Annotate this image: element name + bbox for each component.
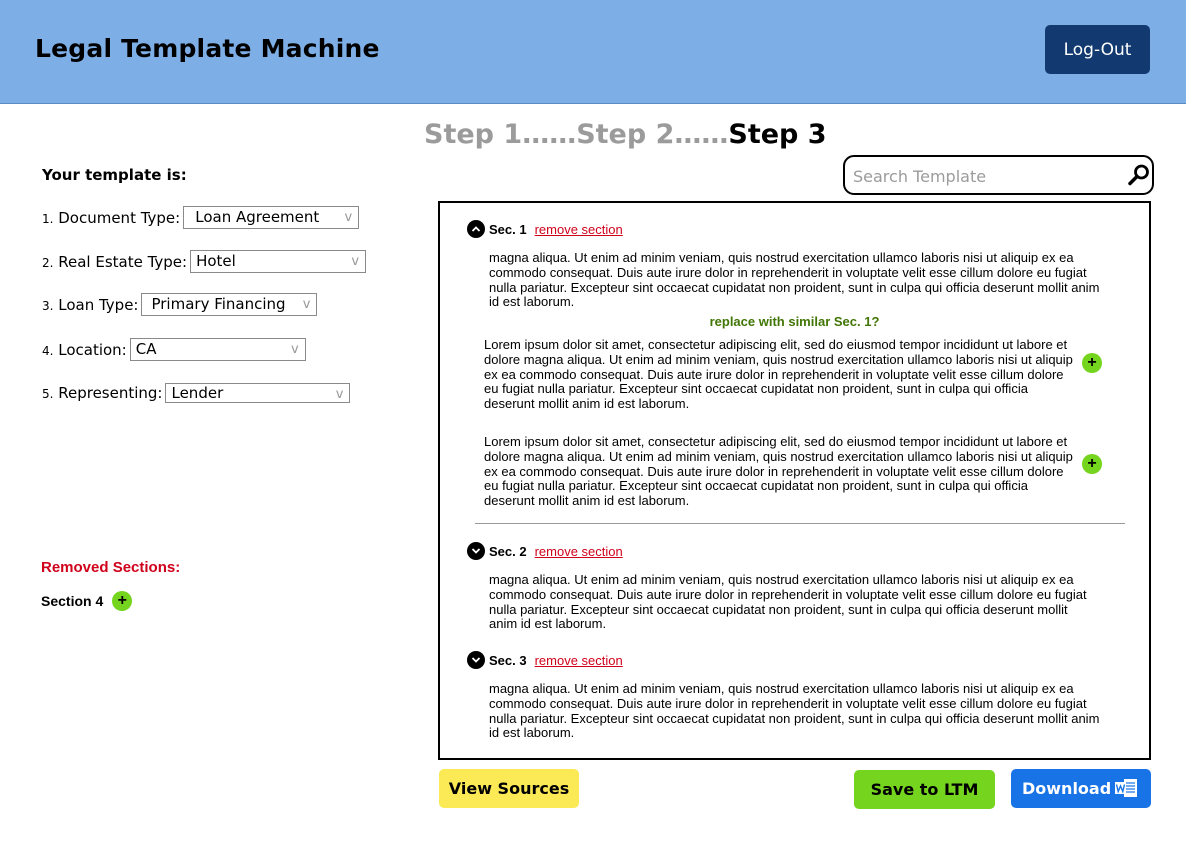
remove-section-2-link[interactable]: remove section [534, 543, 623, 559]
step-indicator [424, 119, 827, 150]
field-label: 1. Document Type: [42, 208, 181, 227]
logout-button[interactable]: Log-Out [1045, 25, 1150, 74]
app-title: Legal Template Machine [35, 34, 380, 63]
field-label: 5. Representing: [42, 384, 163, 402]
field-location [42, 338, 306, 361]
chevron-down-icon: v [344, 210, 353, 225]
word-doc-icon [1114, 778, 1138, 798]
field-document-type [42, 206, 359, 229]
save-to-ltm-button[interactable]: Save to LTM [854, 770, 995, 809]
chevron-down-icon: v [302, 297, 311, 312]
chevron-down-icon: v [335, 387, 344, 402]
search-icon[interactable] [1127, 163, 1151, 187]
add-alternative-plus-icon[interactable]: + [1082, 353, 1102, 373]
field-real-estate-type [42, 250, 366, 273]
removed-section-item [41, 591, 132, 611]
document-preview [438, 201, 1151, 760]
real-estate-type-select[interactable]: Hotel v [190, 250, 366, 273]
download-button[interactable] [1011, 769, 1151, 808]
remove-section-3-link[interactable]: remove section [534, 652, 623, 668]
step-separator: …… [522, 119, 577, 150]
chevron-down-icon[interactable] [467, 542, 485, 560]
section-1-title: Sec. 1 [489, 221, 527, 237]
restore-section-plus-icon[interactable]: + [112, 591, 132, 611]
removed-section-label: Section 4 [41, 593, 104, 609]
field-loan-type [42, 293, 317, 316]
section-2-body: magna aliqua. Ut enim ad minim veniam, quis nostrud exercitation ullamco laboris nisi ut aliquip ex ea commodo consequat. Duis aute irure dolor in reprehenderit in voluptate velit esse cillum dolore eu fugiat nulla pariatur. Excepteur sint occaecat cupidatat non proident, sunt in culpa qui officia deserunt mollit anim id est laborum. [489, 572, 1087, 632]
app-header [0, 0, 1186, 104]
field-label: 4. Location: [42, 340, 127, 359]
section-divider [475, 523, 1125, 524]
field-label: 2. Real Estate Type: [42, 252, 188, 271]
alternative-section-2: Lorem ipsum dolor sit amet, consectetur adipiscing elit, sed do eiusmod tempor incididunt ut labore et dolore magna aliqua. Ut enim ad minim veniam, quis nostrud exercitation ullamco laboris nisi ut aliquip ex ea commodo consequat. Duis aute irure dolor in reprehenderit in voluptate velit esse cillum dolore eu fugiat nulla pariatur. Excepteur sint occaecat cupidatat non proident, sunt in culpa qui officia deserunt mollit anim id est laborum. [484, 434, 1073, 509]
section-3-header [467, 651, 623, 669]
view-sources-button[interactable]: View Sources [439, 769, 579, 808]
search-input[interactable] [853, 165, 1123, 187]
section-3-title: Sec. 3 [489, 652, 527, 668]
document-type-select[interactable]: Loan Agreement v [183, 206, 359, 229]
chevron-down-icon: v [351, 254, 360, 269]
step-separator: …… [674, 119, 729, 150]
alternative-section-1: Lorem ipsum dolor sit amet, consectetur adipiscing elit, sed do eiusmod tempor incididunt ut labore et dolore magna aliqua. Ut enim ad minim veniam, quis nostrud exercitation ullamco laboris nisi ut aliquip ex ea commodo consequat. Duis aute irure dolor in reprehenderit in voluptate velit esse cillum dolore eu fugiat nulla pariatur. Excepteur sint occaecat cupidatat non proident, sunt in culpa qui officia deserunt mollit anim id est laborum. [484, 337, 1073, 412]
section-1-body: magna aliqua. Ut enim ad minim veniam, quis nostrud exercitation ullamco laboris nisi ut aliquip ex ea commodo consequat. Duis aute irure dolor in reprehenderit in voluptate velit esse cillum dolore eu fugiat nulla pariatur. Excepteur sint occaecat cupidatat non proident, sunt in culpa qui officia deserunt mollit anim id est laborum. [489, 250, 1100, 310]
add-alternative-plus-icon[interactable]: + [1082, 454, 1102, 474]
section-2-title: Sec. 2 [489, 543, 527, 559]
chevron-up-icon[interactable] [467, 220, 485, 238]
template-heading: Your template is: [42, 166, 187, 184]
search-box [843, 155, 1154, 195]
step-3: Step 3 [728, 119, 827, 150]
download-label: Download [1022, 779, 1112, 798]
field-label: 3. Loan Type: [42, 295, 139, 314]
loan-type-select[interactable]: Primary Financing v [141, 293, 317, 316]
field-representing [42, 383, 350, 403]
step-1[interactable]: Step 1 [424, 119, 523, 150]
remove-section-1-link[interactable]: remove section [534, 221, 623, 237]
location-select[interactable]: CA v [130, 338, 306, 361]
replace-similar-heading: replace with similar Sec. 1? [709, 314, 880, 329]
section-3-body: magna aliqua. Ut enim ad minim veniam, quis nostrud exercitation ullamco laboris nisi ut aliquip ex ea commodo consequat. Duis aute irure dolor in reprehenderit in voluptate velit esse cillum dolore eu fugiat nulla pariatur. Excepteur sint occaecat cupidatat non proident, sunt in culpa qui officia deserunt mollit anim id est laborum. [489, 681, 1100, 741]
chevron-down-icon[interactable] [467, 651, 485, 669]
representing-select[interactable]: Lender v [165, 383, 350, 403]
step-2[interactable]: Step 2 [576, 119, 675, 150]
chevron-down-icon: v [291, 342, 299, 357]
section-1-header [467, 220, 623, 238]
removed-sections-heading: Removed Sections: [41, 559, 181, 576]
section-2-header [467, 542, 623, 560]
